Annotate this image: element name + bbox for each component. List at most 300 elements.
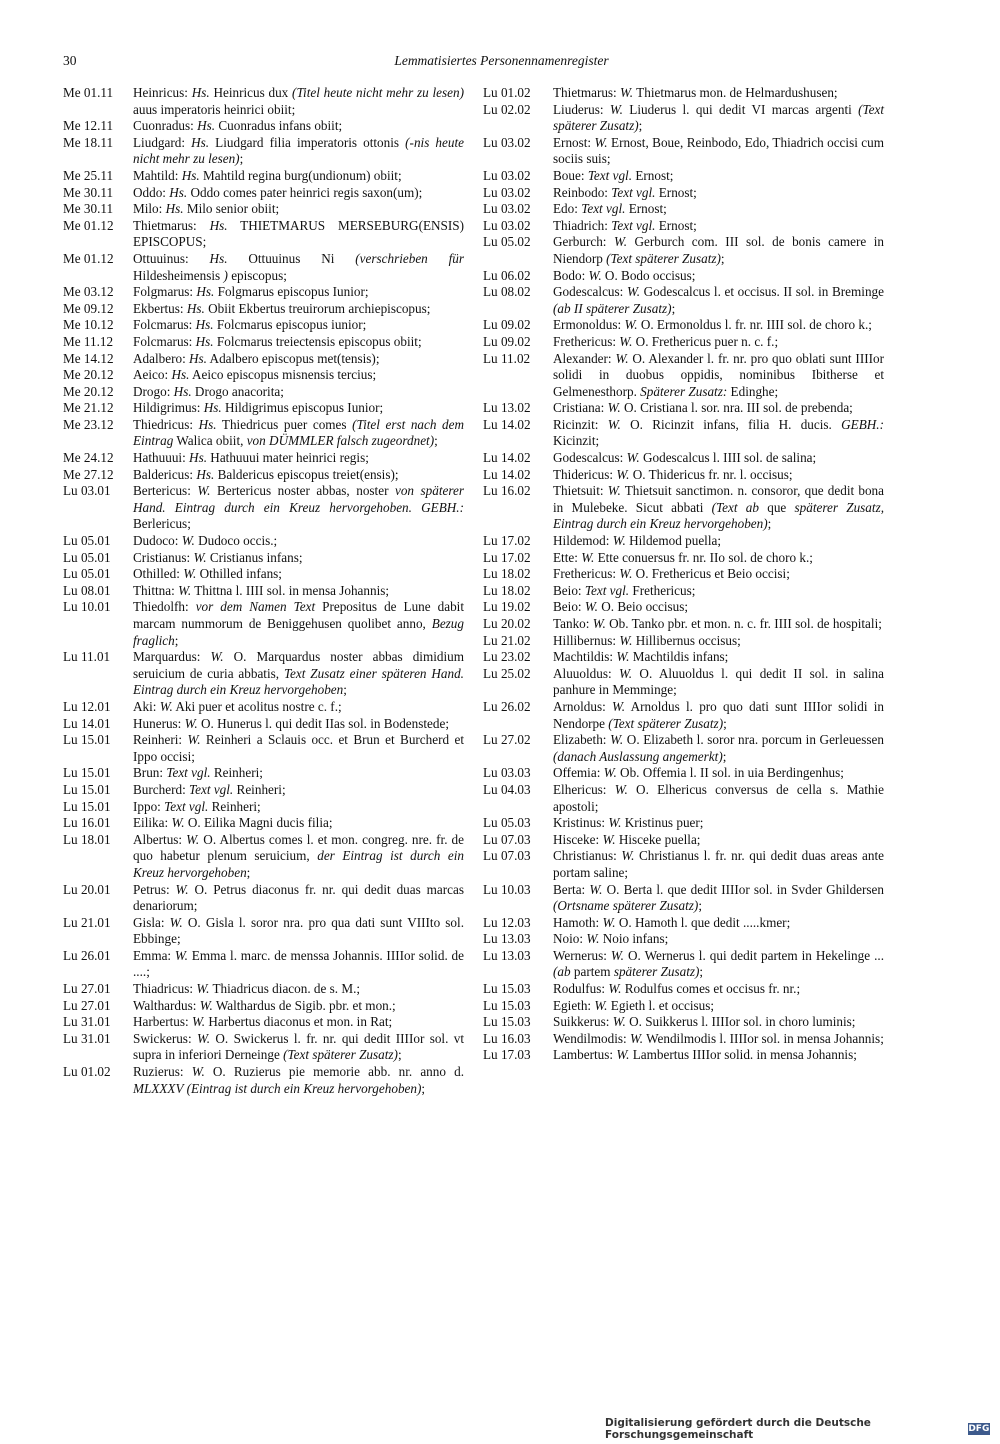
entry-text (133, 483, 464, 533)
entry-text (553, 185, 884, 202)
entry-text (553, 483, 884, 533)
entry-text (553, 218, 884, 235)
entry-text-part: Ermonoldus: (553, 317, 625, 333)
entry-text-part: Thiedricus: (133, 416, 199, 432)
entry-code: Lu 18.02 (483, 582, 531, 598)
register-entry (63, 168, 464, 185)
editorial-note: Text vgl. (164, 798, 209, 814)
register-entry (63, 815, 464, 832)
entry-text-part: Hathuuui: (133, 450, 190, 466)
register-entry (483, 981, 884, 998)
entry-text-part: O. Albertus comes l. et mon. congreg. nre. fr. de quo habetur plenum seruicium, (133, 831, 464, 864)
entry-text (553, 948, 884, 981)
register-entry (63, 948, 464, 981)
entry-text-part: Drogo: (133, 383, 174, 399)
entry-text-part: O. Ricinzit infans, filia H. ducis. (620, 416, 842, 432)
entry-text-part: Boue: (553, 167, 588, 183)
entry-text (553, 201, 884, 218)
register-entry (483, 583, 884, 600)
entry-text-part: ; (421, 1080, 426, 1096)
entry-code: Lu 03.01 (63, 483, 111, 499)
entry-text-part: Thiadrich: (553, 217, 612, 233)
entry-text-part: Reinheri a Sclauis occ. et Brun et Burcherd et Ippo occisi; (133, 732, 464, 764)
entry-text-part: Cristianus: (133, 549, 194, 565)
entry-text-part: O. Hunerus l. qui dedit IIas sol. in Bodenstede; (197, 715, 449, 731)
entry-code: Lu 03.02 (483, 184, 531, 200)
entry-text-part: Thiedolfh: (133, 599, 196, 615)
entry-code: Lu 16.03 (483, 1030, 531, 1046)
editorial-note: (Text ab (711, 499, 759, 515)
editorial-note: W. (603, 765, 617, 781)
entry-text-part: Christianus l. fr. nr. qui dedit duas areas ante portam saline; (553, 848, 884, 880)
entry-text (133, 417, 464, 450)
entry-code: Lu 05.01 (63, 566, 111, 582)
entry-text-part: Walica obiit, (173, 433, 247, 449)
entry-text (133, 450, 464, 467)
entry-text (133, 1031, 464, 1064)
entry-code: Lu 03.02 (483, 134, 531, 150)
entry-text-part: Ob. Tanko pbr. et mon. n. c. fr. IIII sol. de hospitali; (605, 616, 882, 631)
editorial-note: W. (618, 665, 633, 681)
entry-text-part: Reinheri: (133, 732, 188, 748)
editorial-note: W. (169, 914, 183, 930)
entry-text-part: Oddo: (133, 184, 170, 200)
entry-text-part: Ottuuinus Ni (227, 250, 356, 266)
register-entry (483, 467, 884, 484)
register-entry (483, 1014, 884, 1031)
editorial-note: Hs. (191, 85, 210, 100)
entry-text-part: Suikkerus: (553, 1014, 613, 1030)
entry-text (133, 284, 464, 301)
entry-text-part: Elhericus: (553, 781, 615, 797)
register-entry (483, 815, 884, 832)
entry-text-part: O. Cristiana l. sor. nra. III sol. de prebenda; (620, 400, 853, 416)
entry-text-part: ; (343, 682, 347, 698)
editorial-note: Bezug fraglich (133, 616, 464, 648)
entry-text-part: O. Petrus diaconus fr. nr. qui dedit duas marcas denariorum; (133, 881, 464, 914)
register-entry (483, 135, 884, 168)
entry-text-part: ; (723, 715, 727, 731)
editorial-note: W. (616, 466, 630, 482)
editorial-note: Hs. (189, 350, 207, 366)
editorial-note: Hs. (195, 333, 214, 349)
entry-text-part: Reinheri; (233, 781, 286, 797)
register-entry (483, 400, 884, 417)
entry-text (553, 649, 884, 666)
entry-text-part: Gerburch: (553, 234, 614, 250)
entry-code: Lu 25.02 (483, 665, 531, 681)
entry-text-part: Adalbero episcopus met(tensis); (206, 350, 380, 366)
editorial-note: W. (186, 831, 200, 847)
editorial-note: W. (624, 317, 638, 333)
entry-text-part: Hathuuui mater heinrici regis; (207, 450, 369, 466)
entry-text (133, 1064, 464, 1097)
register-entry (483, 765, 884, 782)
editorial-note: W. (210, 649, 224, 665)
entry-text-part: Aluuoldus: (553, 665, 619, 681)
editorial-note: (danach Auslassung angemerkt) (553, 748, 723, 764)
entry-code: Lu 26.02 (483, 698, 531, 714)
entry-text-part: Frethericus: (553, 566, 620, 582)
entry-text-part: Beio: (553, 599, 585, 615)
editorial-note: Text vgl. (166, 765, 211, 781)
entry-text (553, 931, 884, 948)
entry-code: Lu 31.01 (63, 1030, 111, 1046)
entry-text-part: ; (767, 516, 772, 532)
register-entry (483, 168, 884, 185)
entry-text (133, 334, 464, 351)
editorial-note: Hs. (196, 284, 215, 300)
entry-text (553, 400, 884, 417)
editorial-note: Hs. (169, 184, 188, 200)
register-entry (483, 948, 884, 981)
entry-text-part: O. Suikkerus l. IIIIor sol. in choro luminis; (625, 1014, 856, 1030)
entry-text-part: O. Marquardus noster abbas dimidium seruicium de curia abbatis, (133, 649, 464, 681)
entry-text-part: Ette: (553, 549, 582, 565)
entry-text-part: O. Elhericus conversus de cella s. Mathie apostoli; (553, 781, 884, 814)
editorial-note: von späterer Hand. Eintrag durch ein Kreuz hervorgehoben. GEBH.: (133, 483, 464, 515)
entry-text-part: partem (570, 964, 614, 980)
editorial-note: (Text späterer Zusatz) (606, 250, 721, 266)
entry-text-part: Reinheri; (208, 798, 261, 814)
entry-text-part: Wendilmodis l. IIIIor sol. in mensa Johannis; (643, 1030, 884, 1046)
entry-text-part: O. Eilika Magni ducis filia; (184, 815, 333, 831)
entry-text-part: Ernost; (632, 167, 674, 183)
entry-code: Lu 01.02 (63, 1064, 111, 1080)
entry-text-part: Folgmarus episcopus Iunior; (214, 284, 369, 300)
entry-text (133, 799, 464, 816)
entry-code: Lu 10.01 (63, 599, 111, 615)
entry-text (133, 168, 464, 185)
entry-text-part: O. Ermonoldus l. fr. nr. IIII sol. de choro k.; (637, 317, 872, 333)
editorial-note: Text vgl. (581, 201, 626, 217)
entry-text-part: Frethericus: (553, 333, 620, 349)
editorial-note: Hs. (191, 134, 210, 150)
editorial-note: Text vgl. (587, 167, 633, 183)
entry-text (553, 699, 884, 732)
entry-text-part: Alexander: (553, 350, 616, 366)
entry-text-part: ; (722, 748, 727, 764)
editorial-note: W. (187, 732, 201, 748)
entry-text (133, 367, 464, 384)
entry-code: Lu 05.01 (63, 533, 111, 549)
entry-text-part: Wernerus: (553, 947, 611, 963)
entry-text (553, 633, 884, 650)
register-entry (63, 832, 464, 882)
entry-code: Lu 14.02 (483, 416, 531, 432)
entry-text-part: Dudoco: (133, 533, 182, 549)
entry-text-part: Offemia: (553, 765, 604, 781)
editorial-note: Text vgl. (584, 582, 630, 598)
entry-text-part: Baldericus episcopus treiet(ensis); (214, 466, 399, 482)
entry-text-part: Othilled: (133, 566, 184, 582)
editorial-note: W. (199, 997, 213, 1013)
entry-code: Me 11.12 (63, 333, 114, 349)
entry-text (133, 85, 464, 118)
register-entry (483, 882, 884, 915)
entry-text (133, 981, 464, 998)
entry-text-part: Hisceke puella; (615, 831, 701, 847)
entry-text-part: Machtildis: (553, 649, 617, 665)
entry-code: Me 09.12 (63, 300, 114, 316)
entry-code: Lu 13.02 (483, 400, 531, 416)
entry-text-part: Eilika: (133, 815, 172, 831)
entry-text-part: Ekbertus: (133, 300, 187, 316)
entry-text-part: Mahtild regina burg(undionum) obiit; (199, 167, 402, 183)
entry-code: Lu 11.01 (63, 649, 111, 665)
register-entry (63, 351, 464, 368)
entry-text-part: Petrus: (133, 881, 176, 897)
editorial-note: W. (610, 947, 624, 963)
editorial-note: (-nis heute nicht mehr zu lesen) (133, 134, 464, 167)
entry-text (553, 616, 884, 633)
register-entry (63, 981, 464, 998)
entry-code: Lu 21.01 (63, 914, 111, 930)
entry-text-part: Rodulfus: (553, 981, 609, 997)
entry-text-part: Machtildis infans; (629, 649, 729, 665)
entry-code: Lu 06.02 (483, 267, 531, 283)
entry-text-part: THIETMARUS MERSEBURG(ENSIS) EPISCOPUS; (133, 217, 464, 250)
entry-text-part: Hisceke: (553, 831, 603, 847)
running-title: Lemmatisiertes Personennamenregister (394, 53, 609, 68)
entry-text (133, 699, 464, 716)
entry-text-part: Dudoco occis.; (194, 533, 278, 549)
register-entry (483, 268, 884, 285)
editorial-note: Hs. (197, 118, 216, 134)
entry-text-part: Christianus: (553, 848, 622, 864)
entry-text-part: O. Beio occisus; (597, 599, 689, 615)
editorial-note: W. (626, 284, 641, 300)
entry-text-part: Ottuuinus: (133, 250, 210, 266)
entry-code: Me 25.11 (63, 167, 114, 183)
editorial-note: W. (610, 732, 624, 748)
entry-code: Me 01.12 (63, 250, 114, 266)
register-entry (483, 998, 884, 1015)
entry-code: Me 30.11 (63, 184, 114, 200)
entry-text-part: Burcherd: (133, 781, 190, 797)
entry-text (133, 118, 464, 135)
entry-text-part: O. Alexander l. fr. nr. pro quo oblati sunt IIIIor solidi in duobus oppidis, nominibus Ibitherse et Gelmenesthorp. (553, 350, 884, 399)
editorial-note: W. (594, 134, 608, 150)
entry-text-part: Harbertus diaconus et mon. in Rat; (205, 1014, 393, 1030)
register-entry (63, 882, 464, 915)
editorial-note: Text vgl. (189, 781, 234, 797)
entry-text-part: Edo: (553, 201, 582, 217)
entry-text-part: O. Berta l. que dedit IIIIor sol. in Svder Ghildersen (602, 881, 884, 897)
register-entry (63, 384, 464, 401)
entry-code: Lu 20.02 (483, 616, 531, 631)
entry-text (133, 732, 464, 765)
entry-text (133, 550, 464, 567)
entry-code: Lu 16.01 (63, 815, 111, 831)
entry-code: Lu 03.03 (483, 765, 531, 781)
entry-text (133, 400, 464, 417)
entry-text-part: Aeico episcopus misnensis tercius; (189, 367, 377, 383)
entry-text-part: ; (671, 300, 676, 316)
entry-text (133, 566, 464, 583)
entry-text-part: Gerburch com. III sol. de bonis camere in Niendorp (553, 234, 884, 266)
entry-text-part: Cuonradus: (133, 118, 198, 134)
editorial-note: W. (609, 101, 623, 117)
entry-code: Lu 31.01 (63, 1014, 111, 1030)
editorial-note: W. (620, 85, 634, 100)
entry-text-part: Gisla: (133, 914, 170, 930)
editorial-note: W. (586, 931, 600, 947)
register-entry (483, 351, 884, 401)
editorial-note: W. (178, 582, 192, 598)
entry-text-part: Thittna: (133, 582, 179, 598)
editorial-note: (Text späterer Zusatz) (553, 101, 885, 134)
entry-code: Me 18.11 (63, 134, 114, 150)
entry-text-part: Berlericus; (133, 516, 191, 532)
entry-text-part: Kristinus: (553, 815, 609, 831)
register-entry (63, 400, 464, 417)
entry-text (553, 102, 884, 135)
entry-text (553, 765, 884, 782)
register-entry (483, 566, 884, 583)
editorial-note: (Text späterer Zusatz) (608, 715, 724, 731)
entry-text-part: Egieth: (553, 997, 595, 1013)
entry-text-part: Bertericus noster abbas, noster (210, 483, 395, 499)
entry-code: Lu 27.02 (483, 732, 531, 748)
entry-text-part: Emma: (133, 947, 175, 963)
entry-text-part: Elizabeth: (553, 732, 611, 748)
register-entry (63, 915, 464, 948)
register-entry (483, 1031, 884, 1048)
entry-text (553, 168, 884, 185)
entry-text-part: que (758, 499, 795, 515)
entry-text (553, 599, 884, 616)
entry-text-part: Ernost: (553, 134, 595, 150)
entry-text (133, 301, 464, 318)
entry-text (133, 218, 464, 251)
register-entry (63, 649, 464, 699)
entry-text-part: Bertericus: (133, 483, 198, 499)
register-entry (483, 633, 884, 650)
register-entry (63, 998, 464, 1015)
register-entry (63, 301, 464, 318)
entry-text-part: Folgmarus: (133, 284, 197, 300)
editorial-note: W. (159, 698, 173, 714)
entry-code: Lu 03.02 (483, 217, 531, 233)
entry-text-part: Liudgard: (133, 134, 192, 150)
register-entry (483, 599, 884, 616)
editorial-note: der Eintrag ist durch ein Kreuz hervorgehoben (133, 848, 464, 880)
editorial-note: Hs. (173, 383, 192, 399)
editorial-note: W. (197, 483, 211, 499)
entry-text-part: Lambertus IIIIor solid. in mensa Johannis; (629, 1047, 857, 1063)
entry-code: Lu 27.01 (63, 997, 111, 1013)
register-entry (63, 732, 464, 765)
entry-text (553, 998, 884, 1015)
register-entry (63, 765, 464, 782)
editorial-note: W. (614, 781, 628, 797)
register-entry (63, 467, 464, 484)
editorial-note: späterer Zusatz, Eintrag durch ein Kreuz hervorgehoben) (553, 499, 884, 532)
entry-text-part: Rodulfus comes et occisus fr. nr.; (621, 981, 801, 997)
entry-code: Me 20.12 (63, 367, 114, 383)
funding-note: Digitalisierung gefördert durch die Deutsche Forschungsgemeinschaft (605, 1417, 871, 1441)
editorial-note: Späterer Zusatz: (640, 383, 728, 399)
editorial-note: W. (602, 914, 616, 930)
entry-text (553, 450, 884, 467)
entry-text-part: Folcmarus episcopus iunior; (213, 317, 367, 333)
entry-text-part: Thiadricus: (133, 981, 197, 997)
entry-text-part: ; (434, 433, 438, 449)
entry-code: Lu 18.01 (63, 831, 111, 847)
entry-code: Lu 17.02 (483, 533, 531, 549)
entry-code: Me 01.12 (63, 217, 114, 233)
register-entry (63, 201, 464, 218)
register-entry (63, 1064, 464, 1097)
entry-text-part: Liudgard filia imperatoris ottonis (209, 134, 406, 150)
editorial-note: W. (196, 981, 210, 997)
entry-text (553, 550, 884, 567)
editorial-note: W. (612, 698, 626, 714)
editorial-note: MLXXXV (Eintrag ist durch ein Kreuz hervorgehoben) (133, 1080, 422, 1096)
entry-text-part: Harbertus: (133, 1014, 192, 1030)
editorial-note: Hs. (171, 367, 190, 383)
entry-text (133, 583, 464, 600)
editorial-note: W. (592, 616, 606, 631)
editorial-note: W. (183, 566, 197, 582)
entry-text (133, 533, 464, 550)
entry-text (553, 284, 884, 317)
entry-code: Me 01.11 (63, 85, 114, 100)
entry-text-part: Hillibernus: (553, 632, 620, 648)
entry-text-part: auus imperatoris heinrici obiit; (133, 101, 296, 117)
register-entry (63, 716, 464, 733)
register-entry (63, 118, 464, 135)
entry-text (553, 732, 884, 765)
footer (605, 1417, 990, 1441)
editorial-note: W. (607, 483, 621, 499)
entry-text-part: Godescalcus: (553, 450, 627, 466)
entry-text-part: Liuderus l. qui dedit VI marcas argenti (622, 101, 859, 117)
entry-code: Lu 19.02 (483, 599, 531, 615)
entry-text (133, 201, 464, 218)
entry-text-part: Hamoth: (553, 914, 603, 930)
editorial-note: Text vgl. (611, 217, 656, 233)
entry-code: Lu 18.02 (483, 566, 531, 582)
entry-code: Lu 07.03 (483, 848, 531, 864)
register-entry (483, 782, 884, 815)
register-entry (63, 533, 464, 550)
editorial-note: W. (613, 234, 628, 250)
editorial-note: von DÜMMLER falsch zugeordnet) (246, 433, 435, 449)
editorial-note: W. (581, 549, 595, 565)
register-entry (63, 450, 464, 467)
entry-text-part: ; (638, 118, 643, 134)
editorial-note: W. (171, 815, 185, 831)
editorial-note: W. (607, 400, 621, 416)
right-column (483, 85, 884, 1064)
register-entry (63, 417, 464, 450)
entry-code: Lu 11.02 (483, 350, 531, 366)
entry-text (133, 467, 464, 484)
entry-code: Lu 15.03 (483, 1014, 531, 1030)
entry-code: Lu 16.02 (483, 483, 531, 499)
entry-code: Lu 21.02 (483, 632, 531, 648)
entry-text-part: ; (720, 250, 725, 266)
register-entry (63, 367, 464, 384)
entry-code: Me 30.11 (63, 201, 114, 217)
entry-text-part: Walthardus de Sigib. pbr. et mon.; (212, 997, 396, 1013)
editorial-note: W. (626, 450, 640, 466)
entry-text-part: Hildemod puella; (625, 533, 722, 549)
editorial-note: Text vgl. (611, 184, 656, 200)
entry-code: Lu 27.01 (63, 981, 111, 997)
